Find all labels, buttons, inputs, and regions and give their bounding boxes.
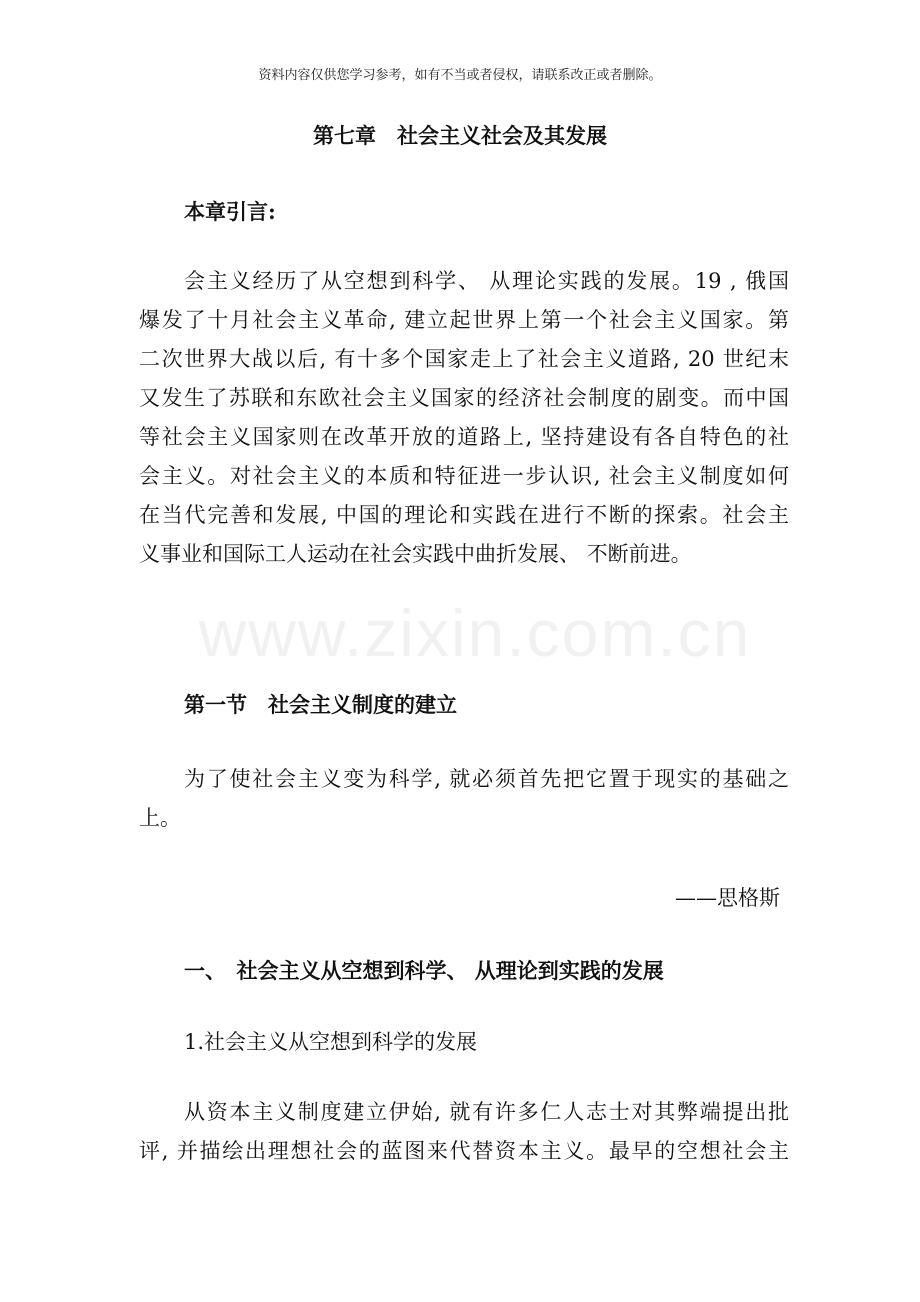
intro-heading: 本章引言:: [184, 199, 276, 224]
chapter-title: 第七章 社会主义社会及其发展: [313, 123, 607, 148]
watermark: www.zixin.com.cn: [198, 596, 752, 670]
paragraph-line: 义事业和国际工人运动在社会实践中曲折发展、 不断前进。: [139, 542, 692, 566]
paragraph-line: 会主义。对社会主义的本质和特征进一步认识, 社会主义制度如何: [139, 464, 789, 488]
paragraph-line: 评, 并描绘出理想社会的蓝图来代替资本主义。最早的空想社会主: [139, 1139, 789, 1163]
quote-paragraph: [139, 760, 789, 838]
subsection-heading: 1.社会主义从空想到科学的发展: [184, 1030, 478, 1054]
paragraph-line: 等社会主义国家则在改革开放的道路上, 坚持建设有各自特色的社: [139, 425, 789, 449]
intro-paragraph: [139, 262, 789, 574]
header-notice: 资料内容仅供您学习参考，如有不当或者侵权，请联系改正或者删除。: [258, 68, 662, 83]
section-heading: 第一节 社会主义制度的建立: [184, 692, 457, 717]
paragraph-line: 二次世界大战以后, 有十多个国家走上了社会主义道路, 20 世纪末: [139, 347, 789, 371]
paragraph-line: 在当代完善和发展, 中国的理论和实践在进行不断的探索。社会主: [139, 503, 789, 527]
quote-line: 为了使社会主义变为科学, 就必须首先把它置于现实的基础之: [184, 767, 789, 791]
paragraph-line: 从资本主义制度建立伊始, 就有许多仁人志士对其弊端提出批: [184, 1100, 789, 1124]
paragraph-line: 会主义经历了从空想到科学、 从理论实践的发展。19 , 俄国: [184, 269, 789, 293]
paragraph-line: 爆发了十月社会主义革命, 建立起世界上第一个社会主义国家。第: [139, 308, 789, 332]
quote-attribution: ——思格斯: [675, 886, 780, 910]
body-paragraph: [139, 1093, 789, 1171]
part-heading: 一、 社会主义从空想到科学、 从理论到实践的发展: [184, 958, 664, 983]
quote-line: 上。: [139, 806, 181, 830]
paragraph-line: 又发生了苏联和东欧社会主义国家的经济社会制度的剧变。而中国: [139, 386, 789, 410]
